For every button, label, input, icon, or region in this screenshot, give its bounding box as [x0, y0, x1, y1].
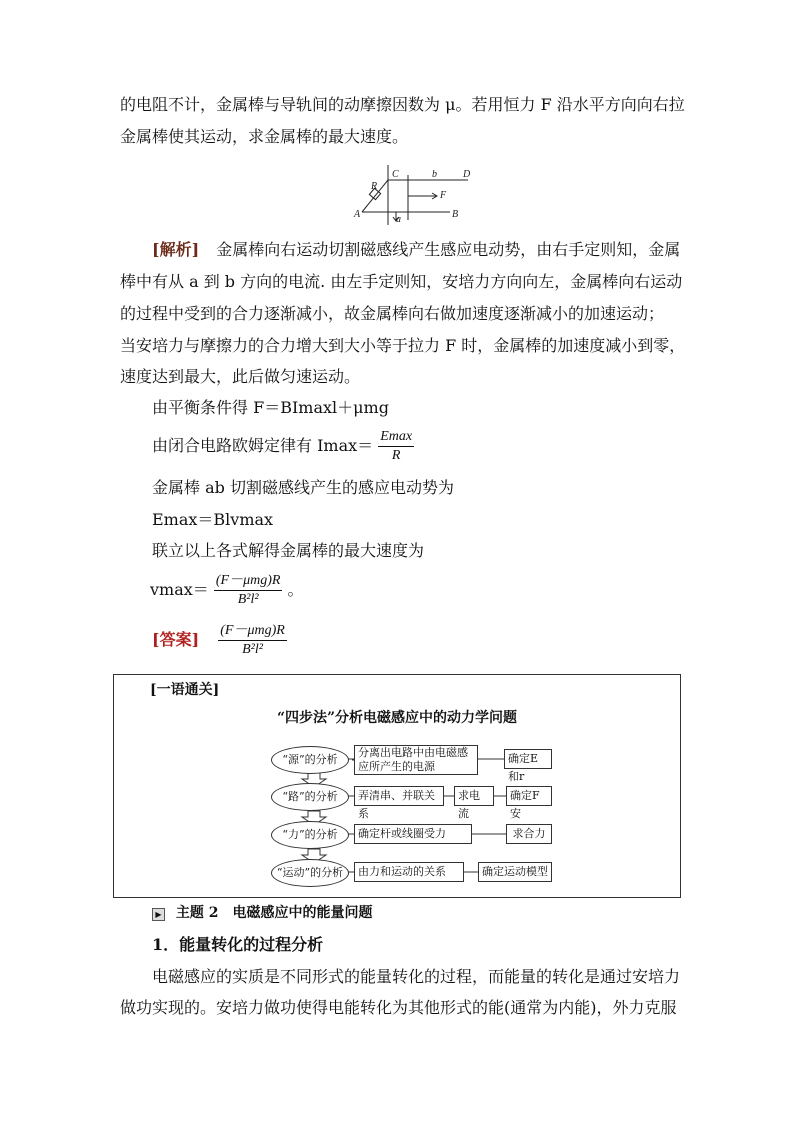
summary-title: “四步法”分析电磁感应中的动力学问题	[276, 710, 518, 726]
label-a: a	[396, 214, 401, 225]
solution-p5: 速度达到最大，此后做匀速运动。	[120, 367, 361, 386]
solution-p4: 当安培力与摩擦力的合力增大到大小等于拉力 F 时，金属棒的加速度减小到零，	[120, 336, 686, 355]
section-1-heading: 1．能量转化的过程分析	[152, 935, 324, 954]
solution-text-1: 金属棒向右运动切割磁感线产生感应电动势，由右手定则知，金属	[216, 240, 681, 259]
fraction-numerator: (F－μmg)R	[218, 622, 287, 641]
fraction-numerator: Emax	[378, 428, 414, 447]
step-motion-detail: 由力和运动的关系	[354, 862, 464, 882]
summary-tag: [一语通关]	[150, 682, 220, 698]
label-B: B	[452, 209, 459, 220]
equation-emf-text: 金属棒 ab 切割磁感线产生的感应电动势为	[152, 478, 454, 497]
equation-vmax-suffix: 。	[287, 580, 304, 599]
intro-line-2: 金属棒使其运动，求金属棒的最大速度。	[120, 127, 409, 146]
body-line-2: 做功实现的。安培力做功使得电能转化为其他形式的能(通常为内能)，外力克服	[120, 998, 677, 1017]
equation-vmax-prefix: vmax＝	[150, 580, 209, 599]
equation-ohm-fraction	[378, 428, 414, 465]
topic-marker-icon: ▶	[152, 908, 165, 921]
equation-emf: Emax＝Blvmax	[152, 510, 274, 529]
summary-box	[113, 674, 681, 898]
solution-p3: 的过程中受到的合力逐渐减小，故金属棒向右做加速度逐渐减小的加速运动；	[120, 304, 665, 323]
equation-vmax	[150, 572, 304, 609]
answer-fraction	[218, 622, 287, 659]
step-motion-result: 确定运动模型	[478, 862, 552, 882]
label-D: D	[463, 169, 471, 180]
step-source-detail: 分离出电路中由电磁感应所产生的电源	[354, 745, 478, 775]
solution-p1	[152, 240, 680, 260]
step-circuit-result: 确定F安	[506, 786, 552, 806]
step-force-detail: 确定杆或线圈受力	[354, 824, 472, 844]
fraction-denominator: B²l²	[237, 592, 259, 607]
step-source-oval: “源”的分析	[271, 746, 349, 774]
fraction-numerator: (F－μmg)R	[214, 572, 283, 591]
topic-2-heading	[152, 903, 373, 923]
step-circuit-current: 求电流	[454, 786, 494, 806]
step-circuit-detail: 弄清串、并联关系	[354, 786, 444, 806]
equation-ohm	[152, 428, 414, 465]
solution-p2: 棒中有从 a 到 b 方向的电流. 由左手定则知，安培力方向向左，金属棒向右运动	[120, 272, 683, 291]
answer-tag: [答案]	[152, 630, 200, 649]
answer	[152, 622, 287, 659]
label-C: C	[392, 169, 399, 180]
step-force-oval: “力”的分析	[271, 821, 349, 849]
label-A: A	[354, 209, 361, 220]
equation-balance: 由平衡条件得 F＝BImaxl＋μmg	[152, 398, 389, 417]
body-line-1: 电磁感应的实质是不同形式的能量转化的过程，而能量的转化是通过安培力	[152, 967, 681, 986]
equation-vmax-fraction	[214, 572, 283, 609]
label-R: R	[371, 181, 378, 192]
step-motion-oval: “运动”的分析	[271, 859, 349, 887]
equation-combine-text: 联立以上各式解得金属棒的最大速度为	[152, 541, 425, 560]
solution-tag: [解析]	[152, 240, 200, 259]
step-force-result: 求合力	[506, 824, 552, 844]
step-circuit-oval: “路”的分析	[271, 783, 349, 811]
fraction-denominator: R	[391, 448, 401, 463]
intro-line-1: 的电阻不计，金属棒与导轨间的动摩擦因数为 μ。若用恒力 F 沿水平方向向右拉	[120, 95, 685, 114]
label-F: F	[440, 190, 447, 201]
topic-2-label: 主题 2 电磁感应中的能量问题	[175, 905, 373, 921]
step-source-result: 确定E和r	[504, 749, 552, 769]
equation-ohm-prefix: 由闭合电路欧姆定律有 Imax＝	[152, 436, 374, 455]
label-b: b	[432, 169, 437, 180]
fraction-denominator: B²l²	[242, 642, 263, 657]
